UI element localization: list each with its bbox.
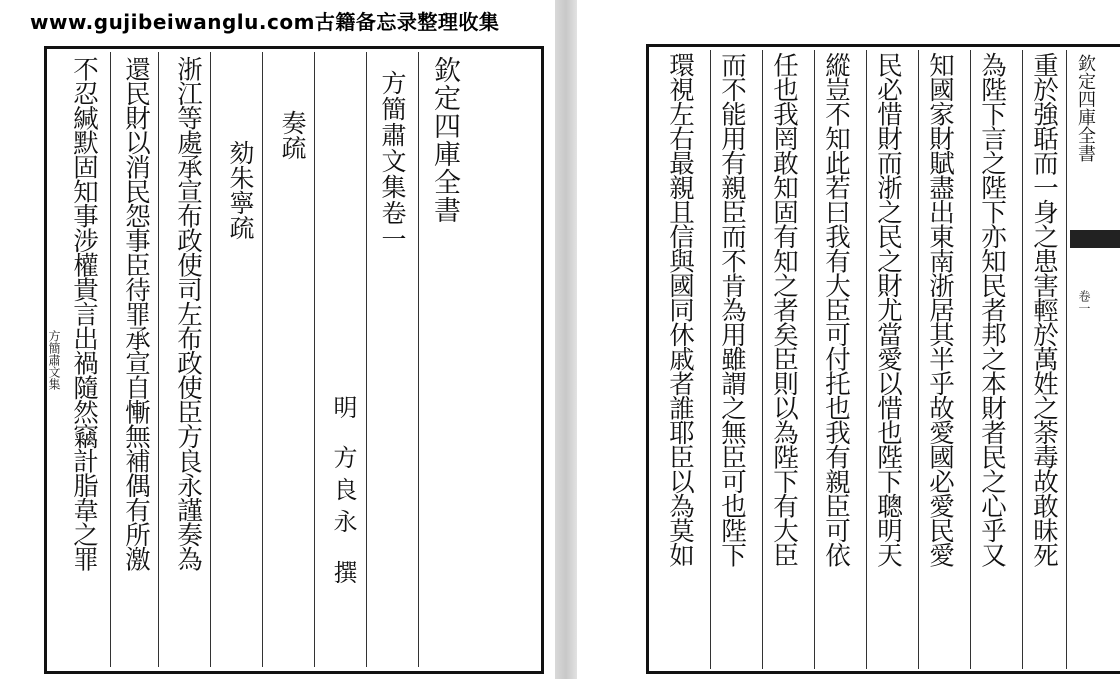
column-rule xyxy=(158,52,159,667)
column-rule xyxy=(762,50,763,669)
column-rule xyxy=(814,50,815,669)
author-role: 撰 xyxy=(329,560,357,584)
right-edge-label: 卷一 xyxy=(1077,290,1091,314)
column-rule xyxy=(210,52,211,667)
author-name: 方良永 xyxy=(329,445,357,541)
text-column-10: 不忍緘默固知事涉權貴言出禍隨然竊計脂韋之罪 xyxy=(69,56,99,571)
section-title: 奏疏 xyxy=(278,110,307,160)
right-page xyxy=(600,40,1120,679)
text-column-4: 民必惜財而浙之民之財尤當愛以惜也陛下聰明天 xyxy=(873,52,903,567)
text-column-7: 而不能用有親臣而不肯為用雖謂之無臣可也陛下 xyxy=(717,52,747,567)
left-page xyxy=(30,40,545,679)
left-edge-label: 方簡肅文集 xyxy=(47,330,61,390)
text-column-1: 欽定四庫全書 xyxy=(429,56,460,224)
column-rule xyxy=(110,52,111,667)
watermark-text: www.gujibeiwanglu.com古籍备忘录整理收集 xyxy=(30,10,500,34)
text-column-2: 為陛下言之陛下亦知民者邦之本財者民之心乎又 xyxy=(977,52,1007,567)
book-gutter xyxy=(555,0,577,679)
column-rule xyxy=(366,52,367,667)
column-rule xyxy=(418,52,419,667)
column-rule xyxy=(314,52,315,667)
text-column-1: 重於強聒而一身之患害輕於萬姓之荼毒故敢昧死 xyxy=(1029,52,1059,567)
edge-header: 欽定四庫全書 xyxy=(1075,54,1096,162)
column-rule xyxy=(710,50,711,669)
memorial-title: 劾朱寧疏 xyxy=(226,140,255,240)
column-rule xyxy=(1066,50,1067,669)
text-column-8: 浙江等處承宣布政使司左布政使臣方良永謹奏為 xyxy=(173,56,203,571)
fishtail-mark xyxy=(1070,230,1120,248)
text-column-3: 知國家財賦盡出東南浙居其半乎故愛國必愛民愛 xyxy=(925,52,955,567)
text-column-8: 環視左右最親且信與國同休戚者誰耶臣以為莫如 xyxy=(665,52,695,567)
column-rule xyxy=(1022,50,1023,669)
text-column-5: 縱豈不知此若曰我有大臣可付托也我有親臣可依 xyxy=(821,52,851,567)
text-column-6: 任也我罔敢知固有知之者矣臣則以為陛下有大臣 xyxy=(769,52,799,567)
column-rule xyxy=(262,52,263,667)
column-rule xyxy=(866,50,867,669)
text-column-2: 方簡肅文集卷一 xyxy=(378,70,407,252)
column-rule xyxy=(918,50,919,669)
text-column-9: 還民財以消民怨事臣待罪承宣自慚無補偶有所激 xyxy=(121,56,151,571)
column-rule xyxy=(970,50,971,669)
author-dynasty: 明 xyxy=(329,395,357,419)
